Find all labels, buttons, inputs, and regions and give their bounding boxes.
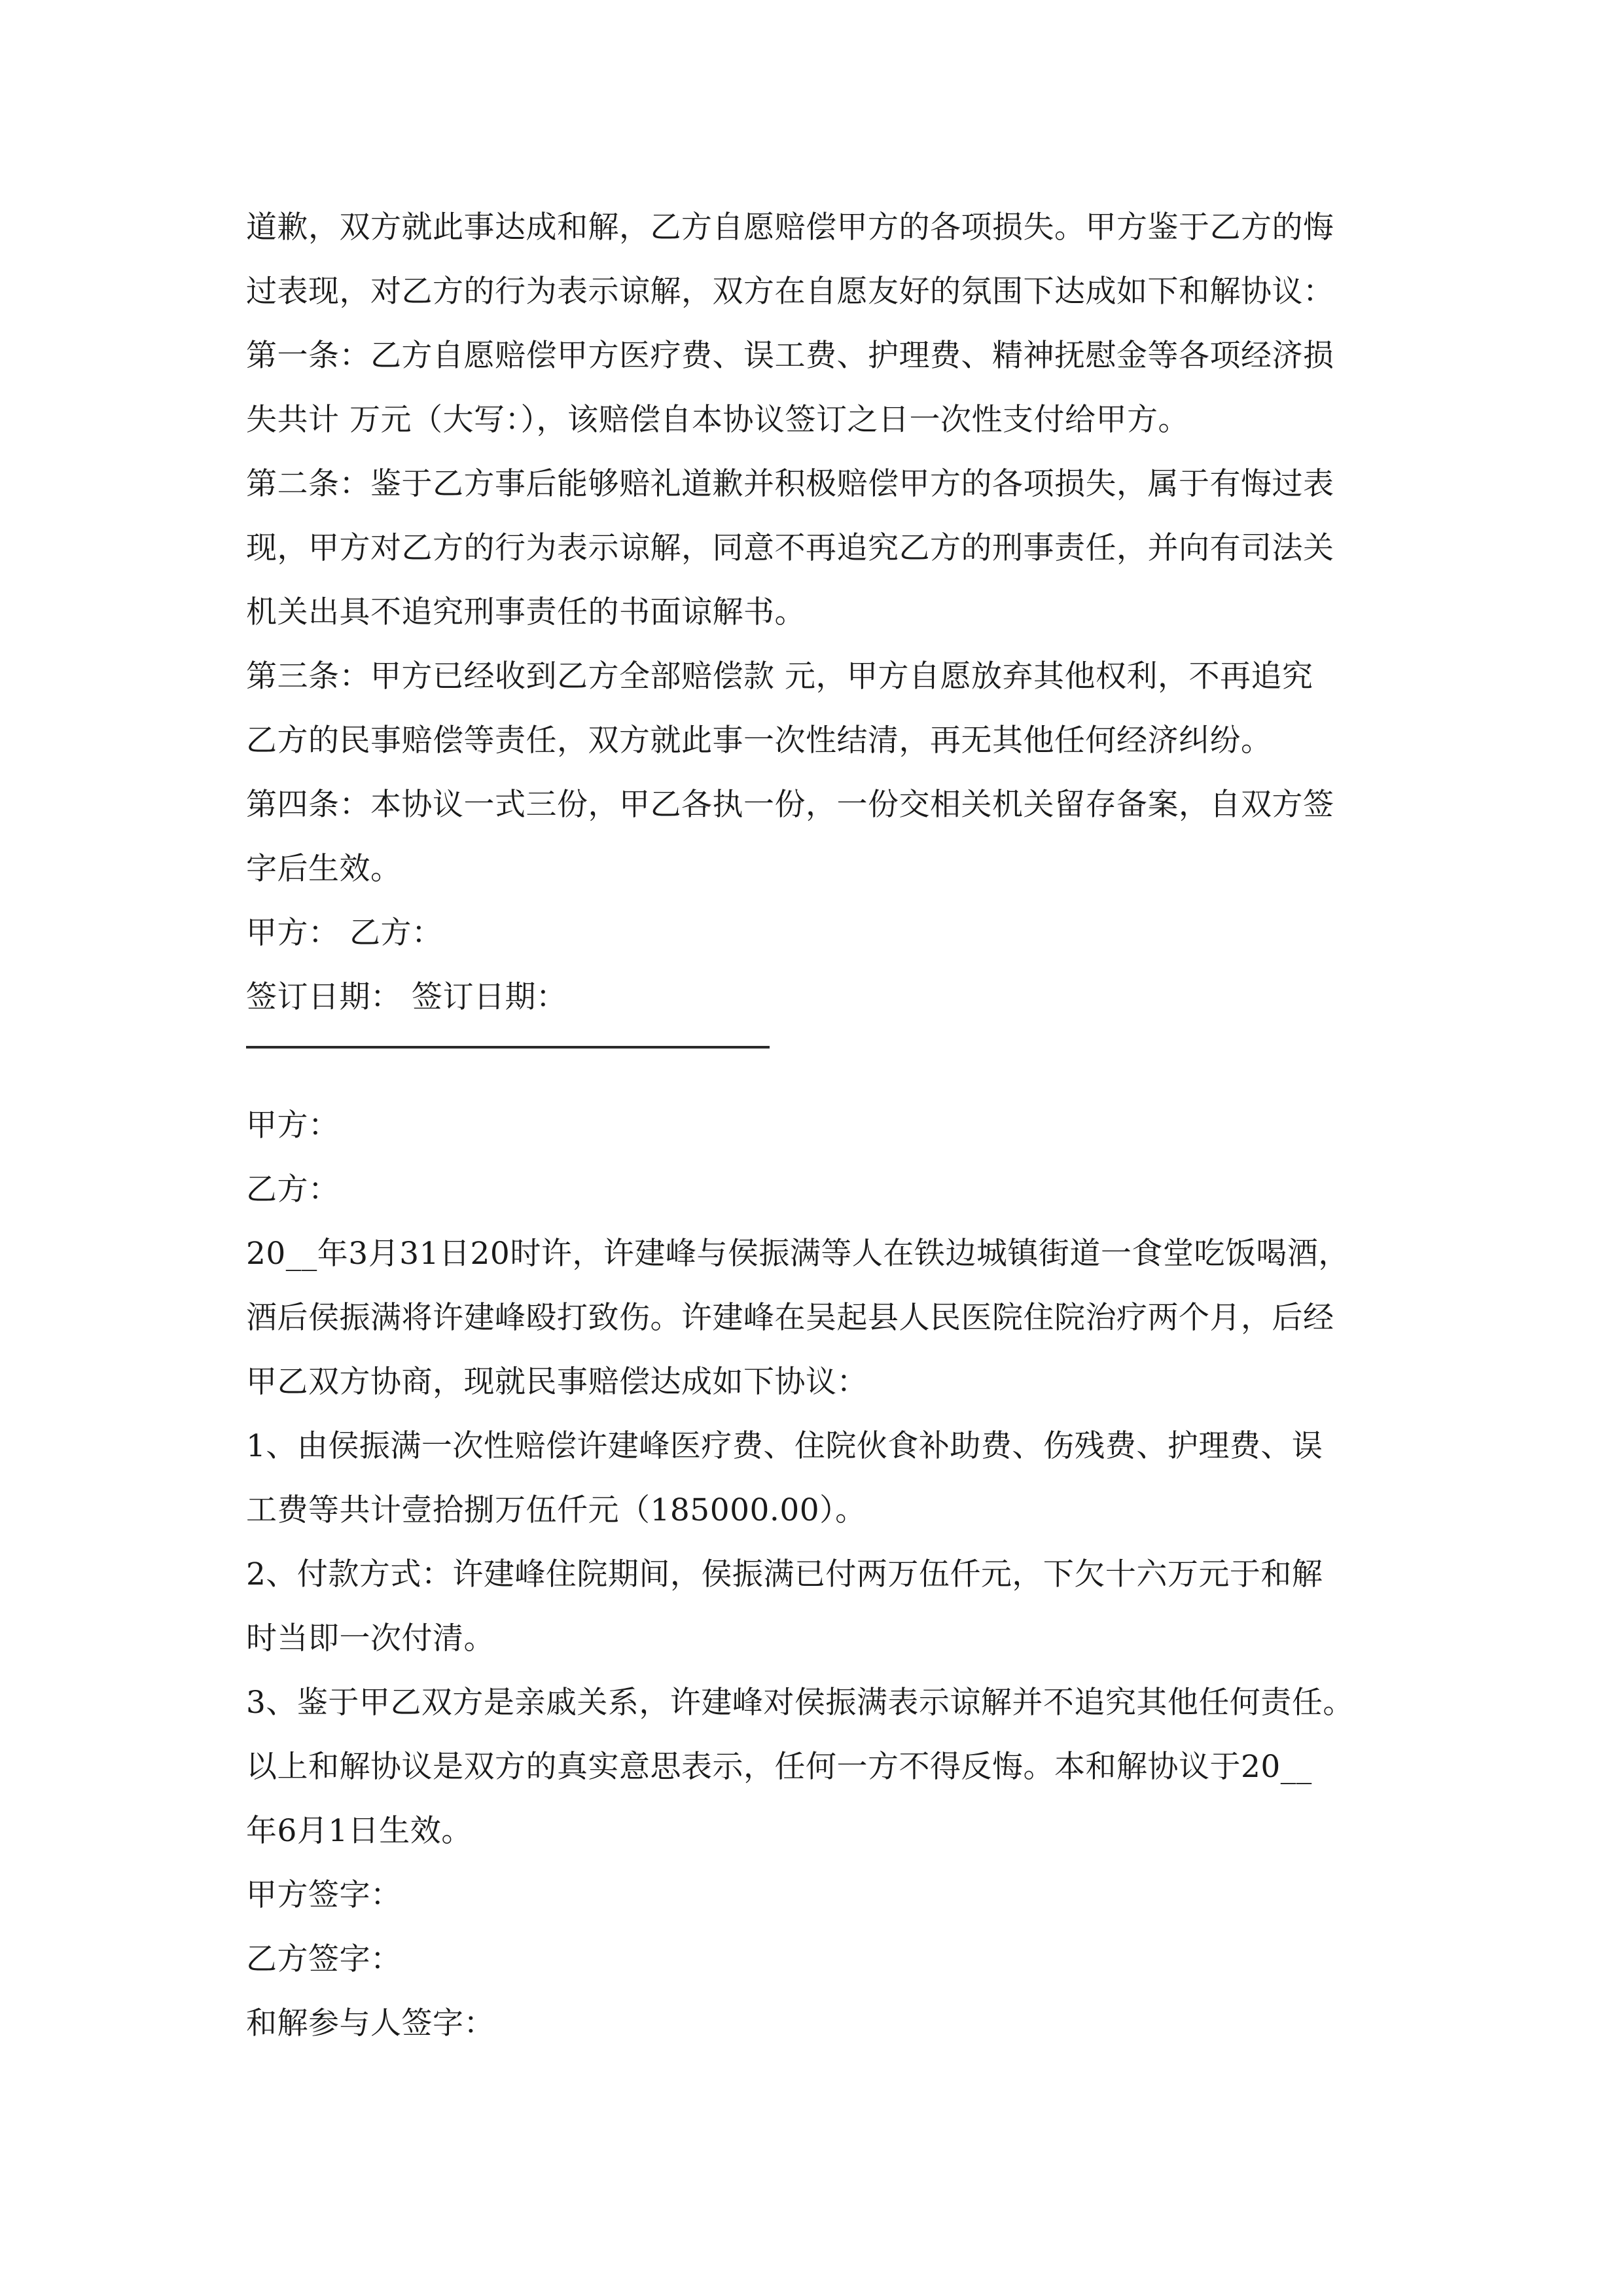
article-2-line-2: 现，甲方对乙方的行为表示谅解，同意不再追究乙方的刑事责任，并向有司法关 [246, 530, 1334, 566]
parties-line: 甲方： 乙方： [246, 915, 443, 951]
item-1-line-1: 1、由侯振满一次性赔偿许建峰医疗费、住院伙食补助费、伤残费、护理费、误 [246, 1428, 1323, 1464]
section-divider [246, 1046, 770, 1049]
article-3-line-2: 乙方的民事赔偿等责任，双方就此事一次性结清，再无其他任何经济纠纷。 [246, 723, 1272, 759]
sign-party-b: 乙方签字： [246, 1941, 402, 1977]
article-1-line-2: 失共计 万元（大写：），该赔偿自本协议签订之日一次性支付给甲方。 [246, 402, 1189, 438]
facts-line-1: 20__年3月31日20时许，许建峰与侯振满等人在铁边城镇街道一食堂吃饭喝酒， [246, 1236, 1349, 1272]
closing-line-1: 以上和解协议是双方的真实意思表示，任何一方不得反悔。本和解协议于20__ [246, 1749, 1312, 1785]
intro-line-2: 过表现，对乙方的行为表示谅解，双方在自愿友好的氛围下达成如下和解协议： [246, 274, 1334, 310]
closing-line-2: 年6月1日生效。 [246, 1813, 473, 1849]
item-2-line-2: 时当即一次付清。 [246, 1621, 495, 1657]
article-3-line-1: 第三条：甲方已经收到乙方全部赔偿款 元，甲方自愿放弃其他权利，不再追究 [246, 658, 1313, 694]
article-4-line-1: 第四条：本协议一式三份，甲乙各执一份，一份交相关机关留存备案，自双方签 [246, 787, 1334, 823]
sign-party-a: 甲方签字： [246, 1877, 402, 1913]
article-2-line-1: 第二条：鉴于乙方事后能够赔礼道歉并积极赔偿甲方的各项损失，属于有悔过表 [246, 466, 1334, 502]
facts-line-2: 酒后侯振满将许建峰殴打致伤。许建峰在吴起县人民医院住院治疗两个月，后经 [246, 1300, 1334, 1336]
facts-line-3: 甲乙双方协商，现就民事赔偿达成如下协议： [246, 1364, 868, 1400]
sign-dates-line: 签订日期： 签订日期： [246, 979, 567, 1015]
article-2-line-3: 机关出具不追究刑事责任的书面谅解书。 [246, 594, 806, 630]
item-1-line-2: 工费等共计壹拾捌万伍仟元（185000.00）。 [246, 1492, 866, 1528]
item-2-line-1: 2、付款方式：许建峰住院期间，侯振满已付两万伍仟元，下欠十六万元于和解 [246, 1556, 1323, 1592]
item-3-line-1: 3、鉴于甲乙双方是亲戚关系，许建峰对侯振满表示谅解并不追究其他任何责任。 [246, 1685, 1354, 1721]
party-a-label: 甲方： [246, 1107, 340, 1143]
article-4-line-2: 字后生效。 [246, 851, 402, 887]
sign-participants: 和解参与人签字： [246, 2005, 495, 2041]
party-b-label: 乙方： [246, 1172, 340, 1208]
intro-line-1: 道歉，双方就此事达成和解，乙方自愿赔偿甲方的各项损失。甲方鉴于乙方的悔 [246, 209, 1334, 245]
article-1-line-1: 第一条：乙方自愿赔偿甲方医疗费、误工费、护理费、精神抚慰金等各项经济损 [246, 338, 1334, 374]
